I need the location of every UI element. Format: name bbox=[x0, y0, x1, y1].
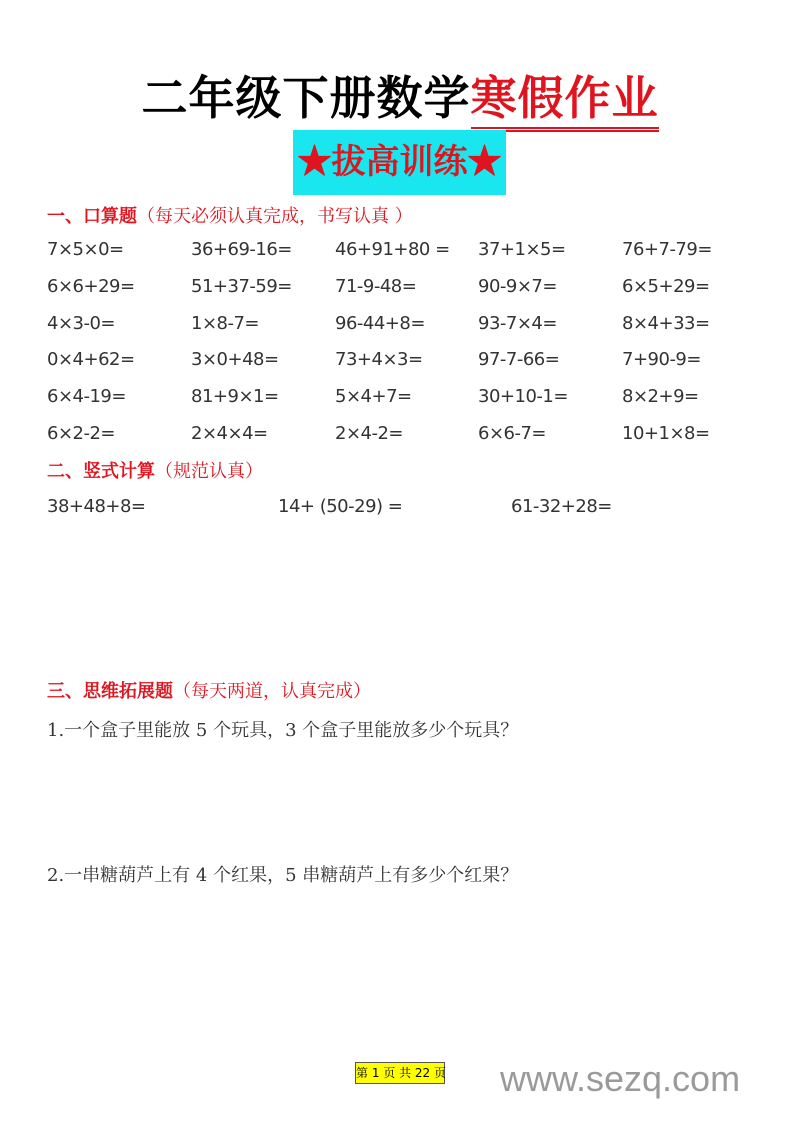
section1-note: （每天必须认真完成，书写认真 ） bbox=[137, 206, 413, 227]
section3-heading bbox=[47, 677, 371, 703]
mental-math-item: 2×4-2= bbox=[335, 423, 404, 444]
mental-math-item: 37+1×5= bbox=[478, 239, 566, 260]
section1-title: 一、口算题 bbox=[47, 206, 137, 227]
mental-math-item: 96-44+8= bbox=[335, 312, 425, 334]
vertical-calc-item: 38+48+8= bbox=[47, 496, 146, 517]
mental-math-item: 93-7×4= bbox=[478, 312, 557, 334]
section2-heading bbox=[47, 457, 263, 483]
title-main: 二年级下册数学 bbox=[141, 71, 471, 125]
mental-math-item: 1×8-7= bbox=[191, 312, 260, 334]
word-problem: 1.一个盒子里能放 5 个玩具，3 个盒子里能放多少个玩具？ bbox=[47, 720, 519, 741]
mental-math-item: 8×2+9= bbox=[622, 386, 699, 408]
vertical-calc-item: 14+ (50-29) = bbox=[278, 496, 403, 517]
vertical-calc-item: 61-32+28= bbox=[511, 496, 612, 517]
subtitle-banner: ★拔高训练★ bbox=[293, 130, 506, 195]
mental-math-item: 6×5+29= bbox=[622, 275, 710, 297]
mental-math-item: 73+4×3= bbox=[335, 349, 423, 371]
title-highlight: 寒假作业 bbox=[471, 71, 659, 132]
mental-math-item: 6×6+29= bbox=[47, 275, 135, 297]
page-title bbox=[0, 62, 800, 128]
section2-note: （规范认真） bbox=[155, 461, 263, 482]
watermark: www.sezq.com bbox=[500, 1058, 741, 1099]
mental-math-item: 8×4+33= bbox=[622, 312, 710, 334]
mental-math-item: 0×4+62= bbox=[47, 349, 135, 371]
section2-title: 二、竖式计算 bbox=[47, 461, 155, 482]
mental-math-item: 5×4+7= bbox=[335, 386, 412, 408]
mental-math-item: 51+37-59= bbox=[191, 275, 292, 297]
mental-math-item: 71-9-48= bbox=[335, 275, 417, 297]
mental-math-item: 6×6-7= bbox=[478, 423, 547, 444]
mental-math-item: 2×4×4= bbox=[191, 423, 268, 444]
mental-math-item: 7+90-9= bbox=[622, 349, 701, 371]
mental-math-item: 3×0+48= bbox=[191, 349, 279, 371]
mental-math-item: 46+91+80 = bbox=[335, 239, 450, 260]
word-problem: 2.一串糖葫芦上有 4 个红果，5 串糖葫芦上有多少个红果？ bbox=[47, 865, 519, 886]
mental-math-item: 90-9×7= bbox=[478, 275, 557, 297]
mental-math-item: 36+69-16= bbox=[191, 239, 292, 260]
mental-math-item: 6×4-19= bbox=[47, 386, 126, 408]
page-number-label: 第 1 页 共 22 页 bbox=[355, 1062, 445, 1084]
section3-title: 三、思维拓展题 bbox=[47, 681, 173, 702]
mental-math-item: 97-7-66= bbox=[478, 349, 560, 371]
mental-math-item: 4×3-0= bbox=[47, 312, 116, 334]
mental-math-item: 30+10-1= bbox=[478, 386, 568, 408]
mental-math-item: 6×2-2= bbox=[47, 423, 116, 444]
section1-heading bbox=[47, 202, 413, 228]
mental-math-item: 81+9×1= bbox=[191, 386, 279, 408]
mental-math-item: 76+7-79= bbox=[622, 239, 712, 260]
mental-math-item: 10+1×8= bbox=[622, 423, 710, 444]
section3-note: （每天两道，认真完成） bbox=[173, 681, 371, 702]
mental-math-item: 7×5×0= bbox=[47, 239, 124, 260]
